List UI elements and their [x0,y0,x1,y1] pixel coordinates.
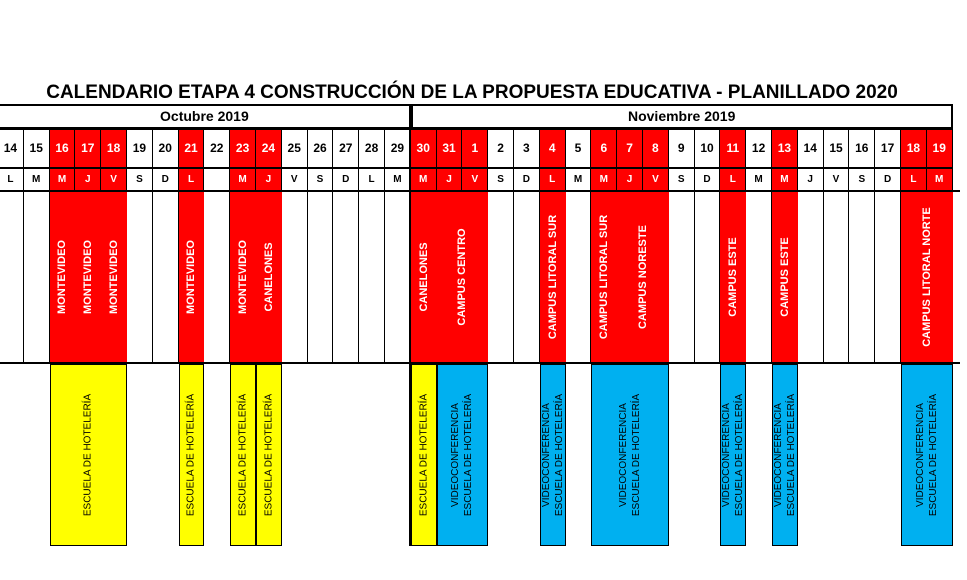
weekday-letter: M [230,168,256,192]
day-number: 17 [875,129,901,168]
location-label: CANELONES [262,242,275,312]
weekday-letter: L [179,168,205,192]
location-label: MONTEVIDEO [108,240,121,314]
session-block [411,364,437,546]
day-column [153,192,179,362]
day-number: 9 [669,129,695,168]
day-column [695,192,721,362]
location-label: MONTEVIDEO [82,240,95,314]
day-number: 6 [591,129,617,168]
session-label [262,394,275,516]
weekday-letter: L [540,168,566,192]
weekday-letter: D [514,168,540,192]
day-column [488,192,514,362]
day-number: 18 [101,129,127,168]
weekday-letter: S [308,168,334,192]
weekday-letter: M [746,168,772,192]
day-number: 24 [256,129,282,168]
weekday-letter: M [50,168,76,192]
session-line: ESCUELA DE HOTELERÍA [631,393,643,517]
day-column [127,192,153,362]
day-column [0,192,24,362]
session-block [901,364,953,546]
location-label: MONTEVIDEO [237,240,250,314]
day-number: 4 [540,129,566,168]
weekday-letter: M [927,168,953,192]
weekday-letter: J [798,168,824,192]
session-line: ESCUELA DE HOTELERÍA [418,393,430,517]
day-number: 12 [746,129,772,168]
session-label [185,394,198,516]
session-label [540,394,566,516]
month-header: Octubre 2019 [0,104,411,129]
session-label [237,394,250,516]
day-number: 5 [566,129,592,168]
location-block [75,192,101,362]
session-block [230,364,256,546]
day-number: 3 [514,129,540,168]
day-number: 16 [50,129,76,168]
weekday-letter: D [333,168,359,192]
weekday-letter: V [643,168,669,192]
weekday-letter: L [720,168,746,192]
day-column [566,192,592,362]
location-block [437,192,489,362]
day-number: 7 [617,129,643,168]
day-number: 31 [437,129,463,168]
weekday-letter: M [385,168,411,192]
session-label [914,394,940,516]
day-number: 2 [488,129,514,168]
day-column [669,192,695,362]
day-number: 17 [75,129,101,168]
day-number: 29 [385,129,411,168]
weekday-letter: J [256,168,282,192]
day-number: 8 [643,129,669,168]
session-label [617,394,643,516]
day-column [24,192,50,362]
weekday-letter: V [282,168,308,192]
session-label [417,394,430,516]
session-label [449,394,475,516]
day-number: 15 [24,129,50,168]
day-number: 22 [204,129,230,168]
weekday-letter: S [488,168,514,192]
session-line: VIDEOCONFERENCIA [540,403,552,507]
location-label: CAMPUS ESTE [778,237,791,317]
location-block [901,192,953,362]
location-block [720,192,746,362]
day-number: 28 [359,129,385,168]
weekday-letter: S [127,168,153,192]
day-number: 16 [849,129,875,168]
day-number: 1 [462,129,488,168]
session-line: ESCUELA DE HOTELERÍA [237,393,249,517]
session-line: VIDEOCONFERENCIA [450,403,462,507]
session-line: VIDEOCONFERENCIA [772,403,784,507]
weekday-letter: J [437,168,463,192]
day-number: 25 [282,129,308,168]
weekday-letter: L [0,168,24,192]
session-block [591,364,668,546]
day-number: 15 [824,129,850,168]
weekday-letter: L [901,168,927,192]
weekday-letter: M [566,168,592,192]
day-number: 20 [153,129,179,168]
day-number: 11 [720,129,746,168]
session-block [179,364,205,546]
location-label: CAMPUS CENTRO [456,228,469,326]
location-block [411,192,437,362]
day-column [798,192,824,362]
location-label: CANELONES [417,242,430,312]
weekday-letter: S [849,168,875,192]
weekday-letter: D [153,168,179,192]
location-block [256,192,282,362]
location-block [540,192,566,362]
weekday-letter: S [669,168,695,192]
day-column [333,192,359,362]
location-label: CAMPUS NORESTE [636,225,649,329]
session-label [82,394,95,516]
day-number: 13 [772,129,798,168]
day-column [385,192,411,362]
session-line: VIDEOCONFERENCIA [914,403,926,507]
weekday-letter: J [75,168,101,192]
location-block [772,192,798,362]
location-label: CAMPUS LITORAL SUR [598,214,611,340]
session-line: ESCUELA DE HOTELERÍA [785,393,797,517]
day-column [282,192,308,362]
weekday-letter: M [772,168,798,192]
session-label [772,394,798,516]
session-line: ESCUELA DE HOTELERÍA [734,393,746,517]
day-column [849,192,875,362]
location-label: CAMPUS ESTE [727,237,740,317]
day-column [514,192,540,362]
day-number: 19 [127,129,153,168]
weekday-letter: V [824,168,850,192]
day-column [204,192,230,362]
weekday-letter: M [591,168,617,192]
session-block [772,364,798,546]
location-block [179,192,205,362]
day-number: 30 [411,129,437,168]
weekday-letter: V [462,168,488,192]
session-block [437,364,489,546]
session-block [720,364,746,546]
day-column [359,192,385,362]
location-label: CAMPUS LITORAL SUR [546,214,559,340]
session-label [720,394,746,516]
day-column [308,192,334,362]
session-block [540,364,566,546]
location-block [230,192,256,362]
location-block [101,192,127,362]
day-number: 27 [333,129,359,168]
session-line: ESCUELA DE HOTELERÍA [927,393,939,517]
session-line: ESCUELA DE HOTELERÍA [263,393,275,517]
session-block [50,364,127,546]
day-number: 21 [179,129,205,168]
location-label: MONTEVIDEO [185,240,198,314]
day-number: 14 [798,129,824,168]
session-line: ESCUELA DE HOTELERÍA [185,393,197,517]
weekday-letter: M [411,168,437,192]
day-number: 14 [0,129,24,168]
day-number: 18 [901,129,927,168]
session-line: VIDEOCONFERENCIA [618,403,630,507]
weekday-letter [204,168,230,192]
session-line: ESCUELA DE HOTELERÍA [82,393,94,517]
location-block [617,192,669,362]
session-line: ESCUELA DE HOTELERÍA [463,393,475,517]
day-number: 23 [230,129,256,168]
day-number: 10 [695,129,721,168]
weekday-letter: D [695,168,721,192]
day-column [824,192,850,362]
session-line: ESCUELA DE HOTELERÍA [553,393,565,517]
calendar-grid [0,104,960,546]
weekday-letter: V [101,168,127,192]
day-column [746,192,772,362]
weekday-letter: D [875,168,901,192]
location-block [591,192,617,362]
weekday-letter: L [359,168,385,192]
day-number: 26 [308,129,334,168]
day-column [875,192,901,362]
weekday-letter: M [24,168,50,192]
session-block [256,364,282,546]
session-line: VIDEOCONFERENCIA [721,403,733,507]
page-title: CALENDARIO ETAPA 4 CONSTRUCCIÓN DE LA PROPUESTA EDUCATIVA - PLANILLADO 2020 [46,82,898,103]
location-block [50,192,76,362]
weekday-letter: J [617,168,643,192]
month-header: Noviembre 2019 [411,104,953,129]
location-label: MONTEVIDEO [56,240,69,314]
location-label: CAMPUS LITORAL NORTE [920,207,933,347]
day-number: 19 [927,129,953,168]
